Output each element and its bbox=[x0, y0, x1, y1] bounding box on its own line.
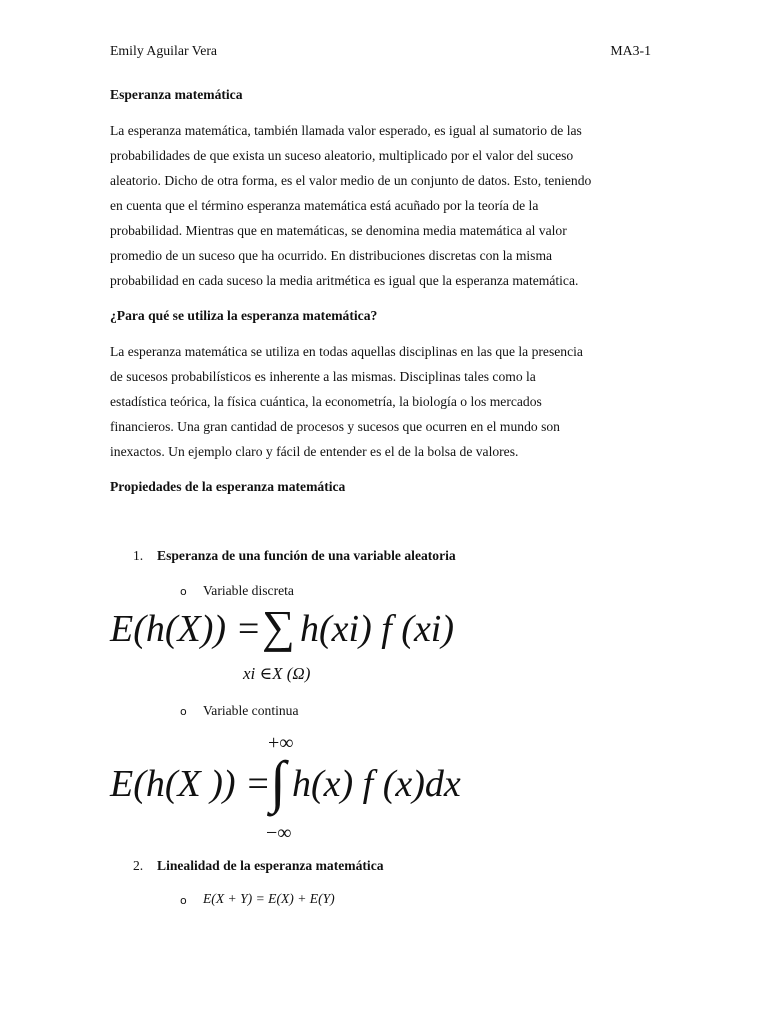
list-item-text: Linealidad de la esperanza matemática bbox=[157, 858, 384, 873]
list-item-function bbox=[133, 548, 456, 564]
section-title-esperanza: Esperanza matemática bbox=[110, 87, 243, 102]
paragraph-line: estadística teórica, la física cuántica, la econometría, la biología o los mercados bbox=[110, 394, 542, 409]
formula-continuous-lhs: E(h(X )) = bbox=[110, 763, 271, 805]
sigma-icon: ∑ bbox=[262, 601, 295, 652]
paragraph-line: probabilidad. Mientras que en matemáticas, se denomina media matemática al valor bbox=[110, 223, 567, 238]
integral-lower-limit: −∞ bbox=[266, 822, 292, 844]
paragraph-line: probabilidad en cada suceso la media aritmética es igual que la esperanza matemática. bbox=[110, 273, 579, 288]
paragraph-line: La esperanza matemática, también llamada valor esperado, es igual al sumatorio de las bbox=[110, 123, 582, 138]
list-item-text: Esperanza de una función de una variable aleatoria bbox=[157, 548, 456, 563]
bullet-text: Variable discreta bbox=[203, 583, 294, 598]
formula-linearity: E(X + Y) = E(X) + E(Y) bbox=[203, 891, 335, 906]
bullet-icon: o bbox=[180, 705, 187, 718]
paragraph-uses bbox=[110, 339, 658, 464]
formula-discrete-subscript: xi ∈X (Ω) bbox=[243, 664, 311, 683]
paragraph-line: en cuenta que el término esperanza matemática está acuñado por la teoría de la bbox=[110, 198, 539, 213]
paragraph-line: probabilidades de que exista un suceso aleatorio, multiplicado por el valor del suceso bbox=[110, 148, 574, 163]
bullet-linearity bbox=[180, 892, 203, 908]
section-title-propiedades: Propiedades de la esperanza matemática bbox=[110, 479, 346, 494]
header-author: Emily Aguilar Vera bbox=[110, 43, 218, 58]
bullet-continuous bbox=[180, 703, 299, 719]
paragraph-line: aleatorio. Dicho de otra forma, es el valor medio de un conjunto de datos. Esto, teniendo bbox=[110, 173, 592, 188]
bullet-discrete bbox=[180, 583, 294, 599]
bullet-text: Variable continua bbox=[203, 703, 299, 718]
formula-discrete-lhs: E(h(X)) = bbox=[110, 608, 262, 650]
paragraph-definition bbox=[110, 118, 658, 293]
list-number: 2. bbox=[133, 858, 144, 873]
list-item-linearity bbox=[133, 858, 384, 874]
header-course: MA3-1 bbox=[610, 43, 651, 58]
list-number: 1. bbox=[133, 548, 144, 563]
section-title-uso: ¿Para qué se utiliza la esperanza matemática? bbox=[110, 308, 378, 323]
paragraph-line: de sucesos probabilísticos es inherente a las mismas. Disciplinas tales como la bbox=[110, 369, 536, 384]
formula-continuous-rhs: h(x) f (x)dx bbox=[292, 763, 461, 805]
paragraph-line: financieros. Una gran cantidad de procesos y sucesos que ocurren en el mundo son bbox=[110, 419, 560, 434]
bullet-icon: o bbox=[180, 894, 187, 907]
integral-icon: ∫ bbox=[270, 749, 286, 814]
paragraph-line: promedio de un suceso que ha ocurrido. En distribuciones discretas con la misma bbox=[110, 248, 553, 263]
paragraph-line: inexactos. Un ejemplo claro y fácil de entender es el de la bolsa de valores. bbox=[110, 444, 519, 459]
integral-upper-limit: +∞ bbox=[268, 732, 294, 754]
formula-discrete-rhs: h(xi) f (xi) bbox=[300, 608, 455, 650]
bullet-icon: o bbox=[180, 585, 187, 598]
paragraph-line: La esperanza matemática se utiliza en todas aquellas disciplinas en las que la presencia bbox=[110, 344, 583, 359]
